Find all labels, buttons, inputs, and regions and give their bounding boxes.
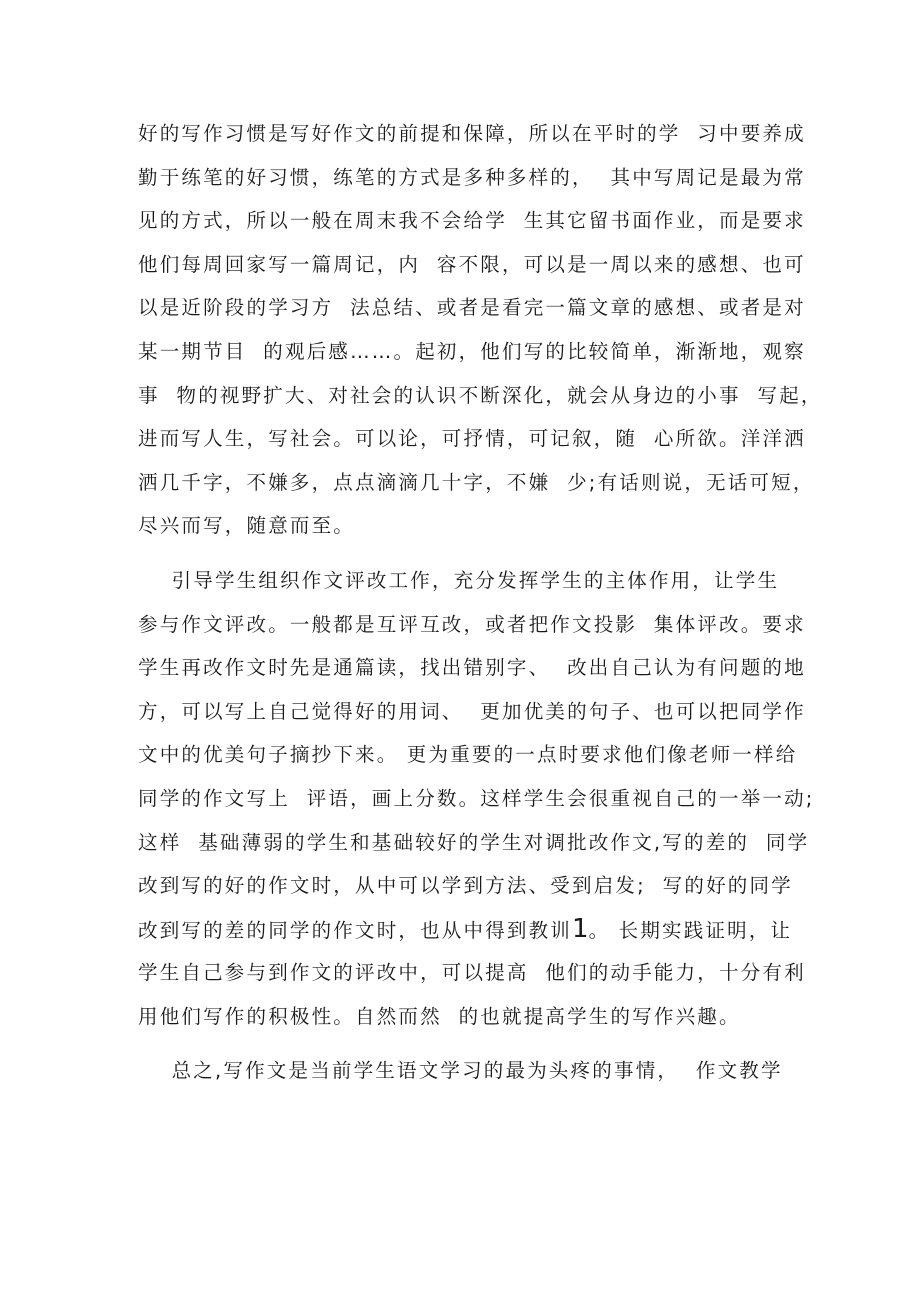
text-line: 某一期节目 的观后感……。起初，他们写的比较简单，渐渐地，观察 bbox=[138, 339, 806, 363]
text-line: 文中的优美句子摘抄下来。 更为重要的一点时要求他们像老师一样给 bbox=[138, 743, 798, 767]
text-line: 进而写人生，写社会。可以论，可抒情，可记叙，随 心所欲。洋洋洒 bbox=[138, 427, 806, 451]
text-line: 这样 基础薄弱的学生和基础较好的学生对调批改作文,写的差的 同学 bbox=[138, 830, 810, 854]
text-line: 引导学生组织作文评改工作，充分发挥学生的主体作用，让学生 bbox=[138, 568, 780, 592]
text-line: 以是近阶段的学习方 法总结、或者是看完一篇文章的感想、或者是对 bbox=[138, 296, 806, 320]
text-line: 学生自己参与到作文的评改中，可以提高 他们的动手能力，十分有利 bbox=[138, 961, 806, 985]
text-line: 方，可以写上自己觉得好的用词、 更加优美的句子、也可以把同学作 bbox=[138, 699, 806, 723]
text-line: 好的写作习惯是写好作文的前提和保障，所以在平时的学 习中要养成 bbox=[138, 122, 806, 145]
body-text bbox=[138, 112, 823, 1093]
text-line: 见的方式，所以一般在周末我不会给学 生其它留书面作业，而是要求 bbox=[138, 209, 806, 233]
footnote-marker: 1 bbox=[572, 913, 589, 944]
text-line: 改到写的好的作文时，从中可以学到方法、受到启发; 写的好的同学 bbox=[138, 874, 793, 898]
text-line: 参与作文评改。一般都是互评互改，或者把作文投影 集体评改。要求 bbox=[138, 612, 806, 636]
paragraph bbox=[138, 559, 818, 1039]
paragraph-spacing bbox=[138, 548, 818, 559]
paragraph bbox=[138, 112, 823, 548]
text-line bbox=[138, 908, 818, 952]
paragraph-spacing bbox=[138, 1038, 818, 1049]
text-line: 洒几千字，不嫌多，点点滴滴几十字，不嫌 少;有话则说，无话可短， bbox=[138, 470, 815, 494]
text-segment: 改到写的差的同学的作文时，也从中得到教训 bbox=[138, 918, 573, 942]
text-line: 用他们写作的积极性。自然而然 的也就提高学生的写作兴趣。 bbox=[138, 1004, 741, 1028]
text-line: 他们每周回家写一篇周记，内 容不限，可以是一周以来的感想、也可 bbox=[138, 252, 806, 276]
paragraph bbox=[138, 1049, 818, 1093]
text-line: 事 物的视野扩大、对社会的认识不断深化，就会从身边的小事 写起， bbox=[138, 383, 823, 407]
text-line: 尽兴而写，随意而至。 bbox=[138, 514, 356, 538]
text-line: 同学的作文写上 评语，画上分数。这样学生会很重视自己的一举一动; bbox=[138, 786, 815, 810]
text-line: 总之,写作文是当前学生语文学习的最为头疼的事情， 作文教学 bbox=[138, 1059, 783, 1083]
text-line: 学生再改作文时先是通篇读，找出错别字、 改出自己认为有问题的地 bbox=[138, 656, 806, 680]
text-line: 勤于练笔的好习惯，练笔的方式是多种多样的， 其中写周记是最为常 bbox=[138, 165, 806, 189]
text-segment: 。 长期实践证明，让 bbox=[588, 918, 793, 942]
